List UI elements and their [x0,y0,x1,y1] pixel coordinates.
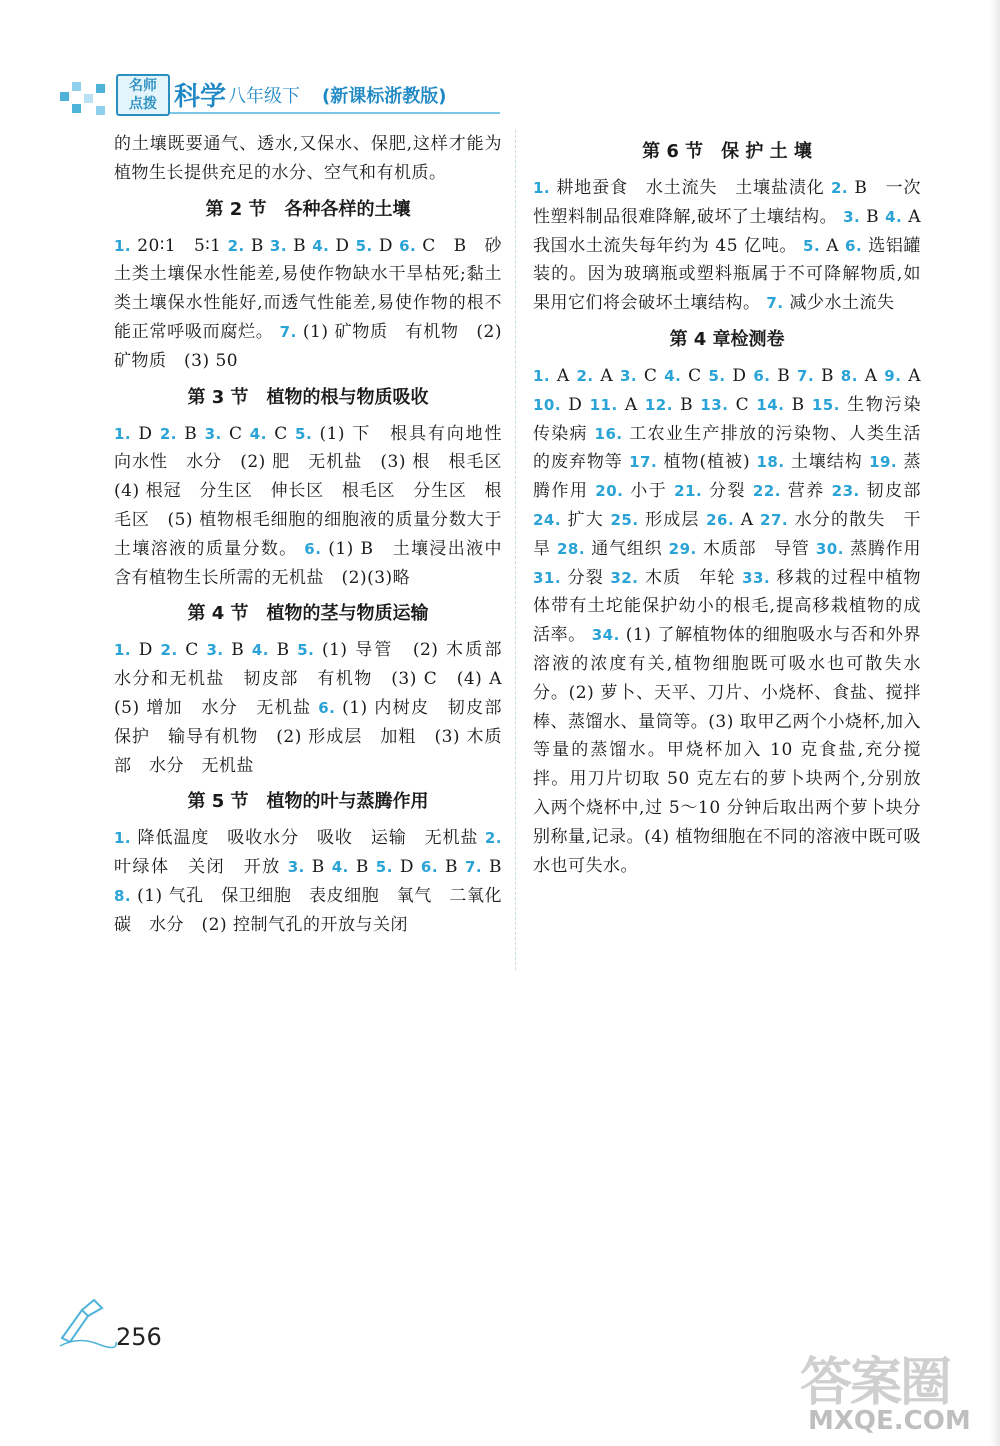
question-number: 2. [830,179,849,197]
question-number: 4. [664,366,682,385]
question-number: 1. [114,641,132,660]
answer-text: B [348,857,376,878]
question-number: 1. [114,829,132,848]
answer-text: C [177,640,207,661]
answer-text: (1) B 土壤浸出液中含有植物生长所需的无机盐 (2)(3)略 [114,538,502,588]
answer-paragraph [114,636,520,780]
question-number: 24. [533,510,562,529]
question-number: 8. [840,366,858,385]
logo-line-1: 名师 [129,78,157,94]
question-number: 16. [594,424,623,443]
answer-text: D [725,365,754,386]
question-number: 2. [576,366,594,385]
answer-paragraph [114,232,502,376]
answer-paragraph [114,130,502,188]
answer-text: C [266,423,296,444]
answer-text: A [550,365,577,386]
page-edge-shadow [990,0,1000,1446]
section-heading: 第 3 节 植物的根与物质吸收 [187,386,429,408]
answer-text: A [857,365,885,386]
question-number: 3. [843,207,861,226]
header-deco-square [72,104,81,113]
answer-text: 木质部 导管 [696,538,816,559]
question-number: 27. [760,510,789,529]
answer-text: B [438,857,465,878]
answer-text: 水分的散失 干旱 [533,509,922,559]
header-deco-square [60,92,69,101]
question-number: 12. [644,395,673,414]
section-heading: 第 5 节 植物的叶与蒸腾作用 [187,791,429,813]
question-number: 3. [206,641,224,660]
answer-text: A 我国水土流失每年约为 45 亿吨。 [533,206,939,256]
pen-doodle-icon [58,1292,118,1352]
answer-text: C [221,423,250,444]
answer-text: (1) 矿物质 有机物 (2) 矿物质 (3) 50 [114,321,503,371]
section-heading: 第 6 节 保 护 土 壤 [642,141,812,162]
answer-text: A [593,365,620,386]
answer-text: C [681,365,709,386]
question-number: 5. [297,641,315,660]
answer-text: 选铝罐装的。因为玻璃瓶或塑料瓶属于不可降解物质,如果用它们将会破坏土壤结构。 [533,235,922,314]
edition-label: (新课标浙教版) [322,86,447,107]
question-number: 23. [831,482,860,501]
question-number: 34. [591,626,620,645]
answer-text: 减少水土流失 [783,293,895,314]
header-rule [170,112,500,114]
answer-text: 降低温度 吸收水分 吸收 运输 无机盐 [131,828,485,849]
answer-text: 叶绿体 关闭 开放 [114,857,288,878]
answer-text: 移栽的过程中植物体带有土坨能保护幼小的根毛,提高移栽植物的成活率。 [533,567,922,646]
answer-text: (1) 下 根具有向地性 向水性 水分 (2) 肥 无机盐 (3) 根 根毛区 (4) 根冠 分生区 伸长区 根毛区 分生区 根毛区 (5) 植物根毛细胞的细胞液的质量分数大于土壤溶液的质量分数。 [114,423,520,559]
question-number: 4. [249,424,267,443]
question-number: 15. [811,395,840,414]
section-heading: 第 2 节 各种各样的土壤 [205,198,411,220]
question-number: 6. [753,366,771,385]
answer-text: 通气组织 [585,538,669,559]
question-number: 13. [700,395,729,414]
question-number: 21. [674,482,703,501]
answer-text: 工农业生产排放的污染物、人类生活的废弃物等 [533,423,921,473]
question-number: 4. [885,207,903,226]
question-number: 30. [815,539,844,558]
question-number: 7. [279,322,297,341]
question-number: 11. [589,395,618,414]
question-number: 7. [464,858,483,877]
question-number: 5. [295,424,313,443]
question-number: 6. [399,236,417,255]
answer-text: 扩大 [561,509,611,530]
series-logo [116,74,170,116]
question-number: 32. [610,568,639,587]
section-heading: 第 4 节 植物的茎与物质运输 [187,603,429,625]
question-number: 33. [742,568,771,587]
answer-text: A [820,235,846,256]
question-number: 5. [803,236,821,255]
page-header [60,70,960,120]
answer-text: C B 砂土类土壤保水性能差,易使作物缺水干旱枯死;黏土类土壤保水性能好,而透气性能差,易使作物的根不能正常呼吸而腐烂。 [114,235,502,342]
question-number: 4. [312,236,330,255]
logo-line-2: 点拨 [129,96,157,112]
question-number: 19. [869,453,898,472]
question-number: 25. [610,510,639,529]
answer-text: 蒸腾作用 [843,538,922,559]
section-heading: 第 4 章检测卷 [669,328,785,350]
question-number: 6. [845,236,863,255]
question-number: 3. [287,858,305,877]
answer-text: B [176,423,205,444]
question-number: 7. [797,366,815,385]
answer-text: 韧皮部 [859,481,922,502]
question-number: 10. [533,395,562,414]
question-number: 2. [227,236,245,255]
right-column [533,130,939,880]
question-number: 3. [620,366,638,385]
question-number: 28. [557,539,586,558]
answer-text: B [860,206,886,227]
question-number: 5. [708,366,726,385]
question-number: 26. [706,510,735,529]
question-number: 31. [533,568,562,587]
answer-text: 木质 年轮 [638,567,743,588]
question-number: 6. [318,698,336,717]
watermark-url: MXQE.COM [808,1406,971,1436]
answer-text: 蒸腾作用 [533,452,921,502]
answer-text: 分裂 [561,567,611,588]
answer-paragraph [114,824,502,939]
question-number: 4. [251,641,269,660]
column-divider [515,130,517,970]
answer-text: 生物污染 传染病 [533,394,939,444]
header-deco-square [84,94,93,103]
question-number: 1. [114,424,132,443]
question-number: 6. [304,539,322,558]
question-number: 2. [484,829,502,848]
answer-text: 植物(植被) [657,452,757,473]
question-number: 17. [629,453,658,472]
answer-text: A [734,509,761,530]
answer-text: (1) 了解植物体的细胞吸水与否和外界溶液的浓度有关,植物细胞既可吸水也可散失水分。(2) 萝卜、天平、刀片、小烧杯、食盐、搅拌棒、蒸馏水、量筒等。(3) 取甲乙两个小烧杯,加入等量的蒸馏水。甲烧杯加入 10 克食盐,充分搅拌。用刀片切取 50 克左右的萝卜块两个,分别放入两个烧杯中,过 5～10 分钟后取出两个萝卜块分别称量,记录。(4) 植物细胞在不同的溶液中既可吸水也可失水。 [533,625,922,876]
answer-text: B [223,640,252,661]
answer-text: (1) 内树皮 韧皮部 保护 输导有机物 (2) 形成层 加粗 (3) 木质部 水分 无机盐 [114,697,520,776]
answer-text: A [901,365,921,386]
answer-text: C [637,365,665,386]
watermark [800,1340,990,1440]
answer-paragraph [533,174,939,318]
subject-title: 科学 [174,82,227,112]
answer-text: 土壤结构 [784,452,870,473]
answer-text: B [784,394,812,415]
question-number: 1. [533,366,551,385]
answer-text: B [287,235,313,256]
question-number: 5. [355,236,373,255]
answer-text: B [770,365,798,386]
answer-paragraph [114,420,520,593]
answer-text: B [304,857,332,878]
question-number: 22. [752,482,781,501]
answer-text: (1) 导管 (2) 木质部 水分和无机盐 韧皮部 有机物 (3) C (4) A (5) 增加 水分 无机盐 [114,640,520,718]
question-number: 3. [204,424,222,443]
answer-text: D [131,640,161,661]
answer-text: C [728,394,757,415]
question-number: 18. [756,453,785,472]
answer-text: (1) 气孔 保卫细胞 表皮细胞 氧气 二氧化碳 水分 (2) 控制气孔的开放与关闭 [114,885,502,935]
answer-text: B [672,394,701,415]
question-number: 6. [420,858,439,877]
question-number: 1. [533,179,551,197]
header-deco-square [96,106,105,115]
question-number: 4. [331,858,349,877]
page-number: 256 [116,1323,162,1351]
question-number: 5. [375,858,393,877]
question-number: 14. [756,395,785,414]
question-number: 2. [160,641,178,660]
question-number: 20. [595,482,624,501]
answer-text: 营养 [780,481,832,502]
answer-text: B 一次性塑料制品很难降解,破坏了土壤结构。 [533,178,921,227]
answer-text: D [329,235,356,256]
answer-text: D [131,423,160,444]
answer-text: D [561,394,590,415]
answer-text: D [372,235,400,256]
answer-text: A [617,394,645,415]
question-number: 8. [114,886,132,905]
left-column [114,130,520,940]
question-number: 29. [668,539,697,558]
answer-text: B [244,235,270,256]
answer-text: 20∶1 5∶1 [131,235,228,256]
answer-text: 分裂 [702,481,753,502]
answer-text: 耕地蚕食 水土流失 土壤盐渍化 [550,178,831,198]
question-number: 2. [159,424,177,443]
header-deco-square [96,84,105,93]
answer-text: D [392,857,421,878]
question-number: 1. [114,236,132,255]
header-deco-square [72,82,81,91]
question-number: 3. [269,236,288,255]
answer-text: 形成层 [638,509,707,530]
answer-text: B [268,640,298,661]
answer-text: 的土壤既要通气、透水,又保水、保肥,这样才能为植物生长提供充足的水分、空气和有机质。 [114,134,502,183]
answer-paragraph [533,362,939,880]
answer-text: 小于 [623,481,675,502]
answer-text: B [482,857,503,878]
question-number: 7. [766,294,784,313]
question-number: 9. [884,366,902,385]
answer-text: B [814,365,841,386]
watermark-logo-text: 答案圈 [800,1353,951,1413]
grade-label: 八年级下 [228,86,300,107]
